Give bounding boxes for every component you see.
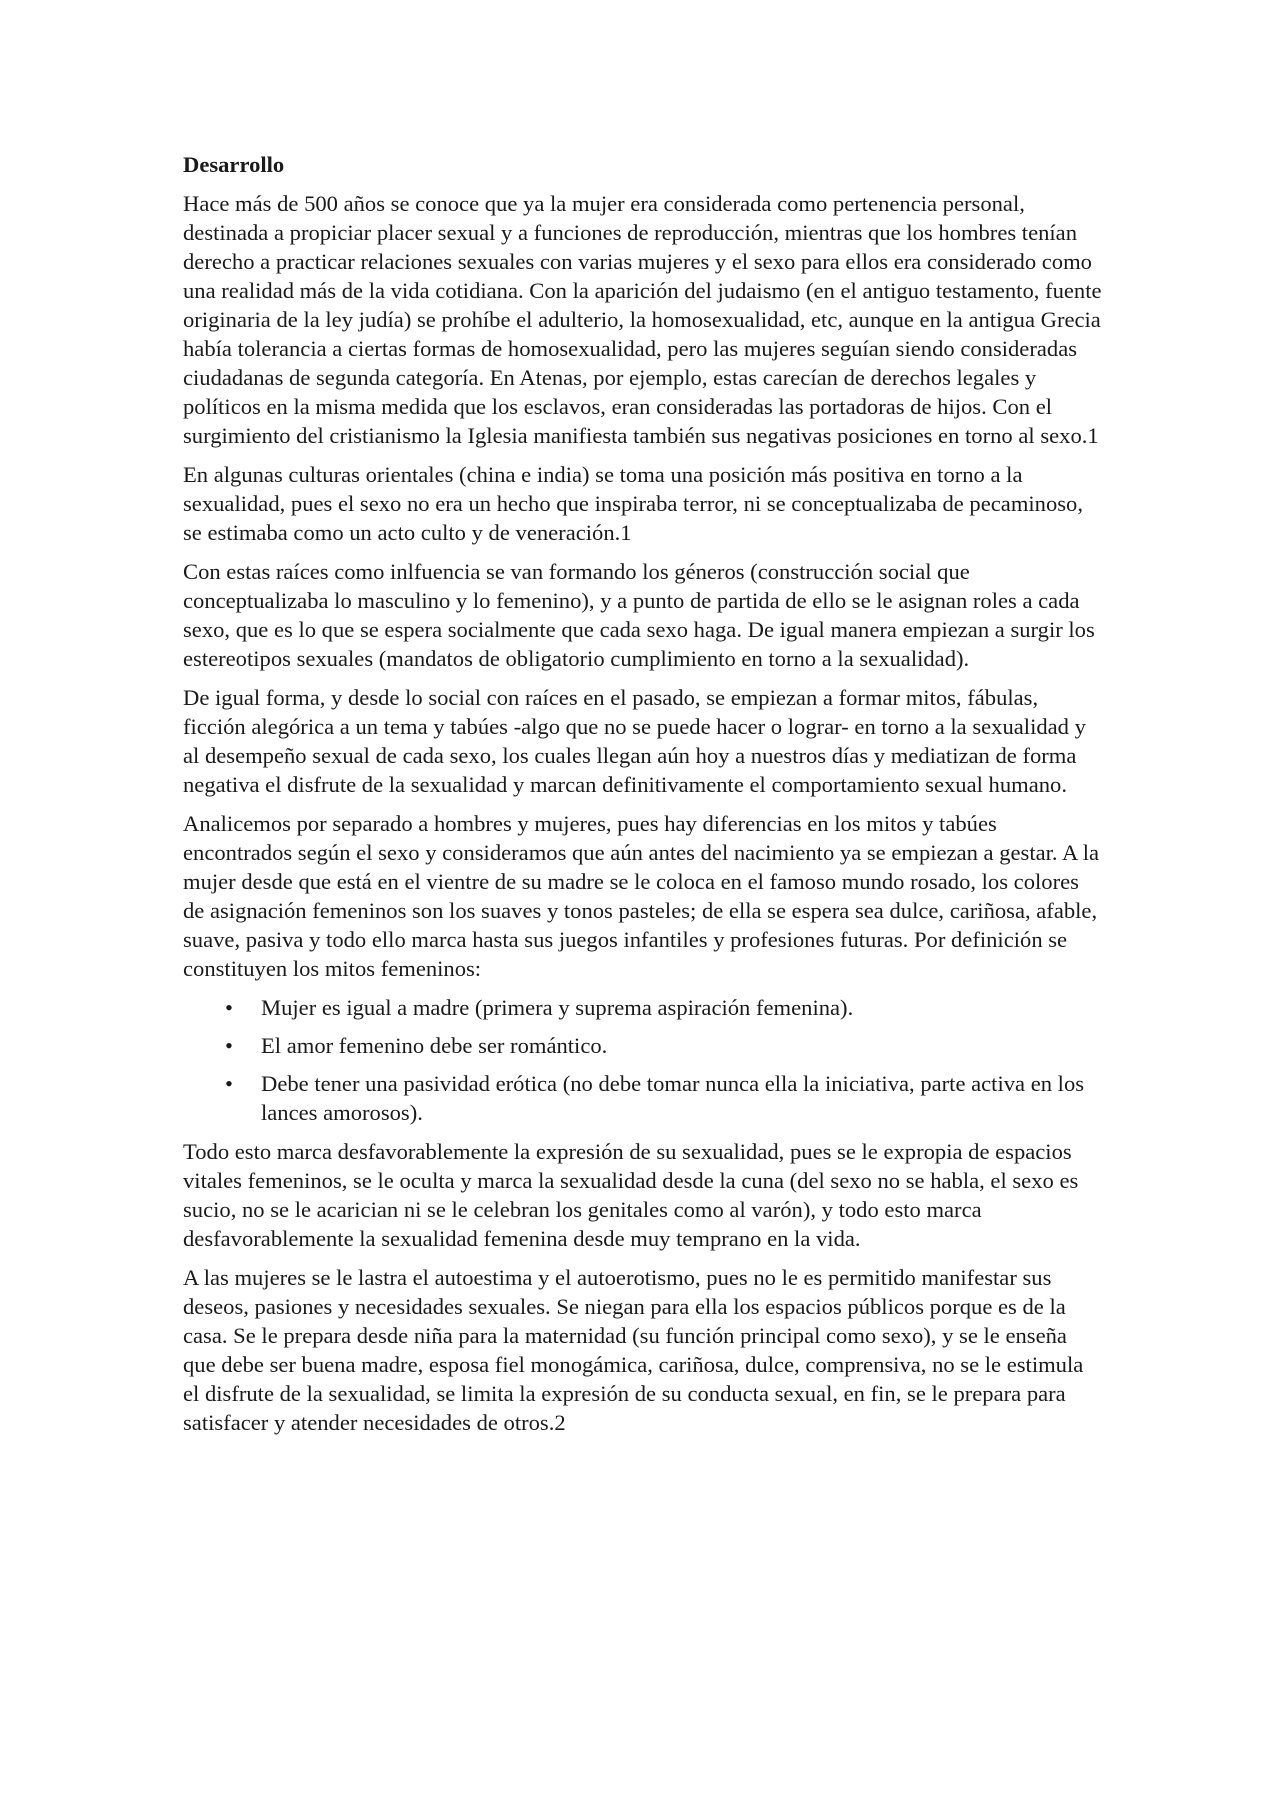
paragraph-analysis: Analicemos por separado a hombres y mujeres, pues hay diferencias en los mitos y tabúes encontrados según el sexo y consideramos que aún antes del nacimiento ya se empiezan a gestar. A la mujer desde que está en el vientre de su madre se le coloca en el famoso mundo rosado, los colores de asignación femeninos son los suaves y tonos pasteles; de ella se espera sea dulce, cariñosa, afable, suave, pasiva y todo ello marca hasta sus juegos infantiles y profesiones futuras. Por definición se constituyen los mitos femeninos: <box>183 811 1100 981</box>
bullet-marker: • <box>225 1071 233 1096</box>
bullet-marker: • <box>225 1033 233 1058</box>
paragraph-self-esteem: A las mujeres se le lastra el autoestima y el autoerotismo, pues no le es permitido manifestar sus deseos, pasiones y necesidades sexuales. Se niegan para ella los espacios públicos porque es de la casa. Se le prepara desde niña para la maternidad (su función principal como sexo), y se le enseña que debe ser buena madre, esposa fiel monogámica, cariñosa, dulce, comprensiva, no se le estimula el disfrute de la sexualidad, se limita la expresión de su conducta sexual, en fin, se le prepara para satisfacer y atender necesidades de otros.2 <box>183 1265 1084 1435</box>
document-body <box>183 150 1103 1447</box>
list-item-text: Mujer es igual a madre (primera y suprema aspiración femenina). <box>261 995 854 1020</box>
list-item-text: Debe tener una pasividad erótica (no debe tomar nunca ella la iniciativa, parte activa en los lances amorosos). <box>261 1071 1085 1125</box>
list-item <box>183 993 1103 1022</box>
paragraph-genders: Con estas raíces como inlfuencia se van formando los géneros (construcción social que conceptualizaba lo masculino y lo femenino), y a punto de partida de ello se le asignan roles a cada sexo, que es lo que se espera socialmente que cada sexo haga. De igual manera empiezan a surgir los estereotipos sexuales (mandatos de obligatorio cumplimiento en torno a la sexualidad). <box>183 559 1095 671</box>
bullet-marker: • <box>225 995 233 1020</box>
section-heading: Desarrollo <box>183 152 285 177</box>
female-myths-list <box>183 993 1103 1127</box>
paragraph-eastern-cultures: En algunas culturas orientales (china e india) se toma una posición más positiva en torno a la sexualidad, pues el sexo no era un hecho que inspiraba terror, ni se conceptualizaba de pecaminoso, se estimaba como un acto culto y de veneración.1 <box>183 462 1083 545</box>
list-item <box>183 1031 1103 1060</box>
paragraph-history: Hace más de 500 años se conoce que ya la mujer era considerada como pertenencia personal, destinada a propiciar placer sexual y a funciones de reproducción, mientras que los hombres tenían derecho a practicar relaciones sexuales con varias mujeres y el sexo para ellos era considerado como una realidad más de la vida cotidiana. Con la aparición del judaismo (en el antiguo testamento, fuente originaria de la ley judía) se prohíbe el adulterio, la homosexualidad, etc, aunque en la antigua Grecia había tolerancia a ciertas formas de homosexualidad, pero las mujeres seguían siendo consideradas ciudadanas de segunda categoría. En Atenas, por ejemplo, estas carecían de derechos legales y políticos en la misma medida que los esclavos, eran consideradas las portadoras de hijos. Con el surgimiento del cristianismo la Iglesia manifiesta también sus negativas posiciones en torno al sexo.1 <box>183 191 1102 448</box>
paragraph-expression: Todo esto marca desfavorablemente la expresión de su sexualidad, pues se le expropia de espacios vitales femeninos, se le oculta y marca la sexualidad desde la cuna (del sexo no se habla, el sexo es sucio, no se le acarician ni se le celebran los genitales como al varón), y todo esto marca desfavorablemente la sexualidad femenina desde muy temprano en la vida. <box>183 1139 1079 1251</box>
list-item-text: El amor femenino debe ser romántico. <box>261 1033 608 1058</box>
list-item <box>183 1069 1103 1127</box>
paragraph-myths: De igual forma, y desde lo social con raíces en el pasado, se empiezan a formar mitos, fábulas, ficción alegórica a un tema y tabúes -algo que no se puede hacer o lograr- en torno a la sexualidad y al desempeño sexual de cada sexo, los cuales llegan aún hoy a nuestros días y mediatizan de forma negativa el disfrute de la sexualidad y marcan definitivamente el comportamiento sexual humano. <box>183 685 1086 797</box>
